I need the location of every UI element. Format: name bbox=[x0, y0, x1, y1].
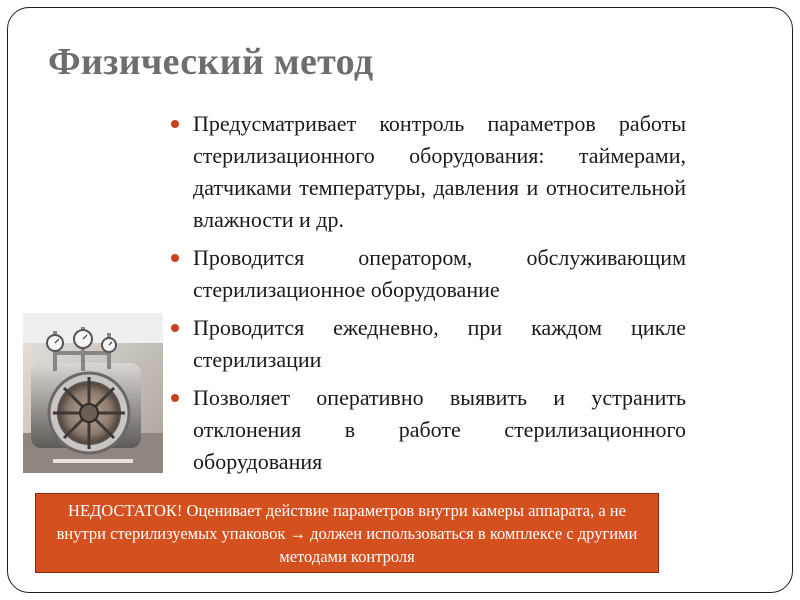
bullet-dot-icon bbox=[171, 324, 179, 332]
slide-title: Физический метод bbox=[48, 41, 374, 83]
bullet-text: Позволяет оперативно выявить и устранить отклонения в работе стерилизационного оборудования bbox=[193, 385, 686, 474]
bullet-text: Проводится оператором, обслуживающим стерилизационное оборудование bbox=[193, 245, 686, 302]
bullet-dot-icon bbox=[171, 394, 179, 402]
bullet-list bbox=[168, 108, 686, 484]
bullet-item bbox=[168, 312, 686, 376]
bullet-item bbox=[168, 382, 686, 478]
bullet-dot-icon bbox=[171, 254, 179, 262]
bullet-item bbox=[168, 108, 686, 236]
bullet-dot-icon bbox=[171, 120, 179, 128]
autoclave-illustration bbox=[23, 313, 163, 473]
bullet-text: Предусматривает контроль параметров работы стерилизационного оборудования: таймерами, датчиками температуры, давления и относительной влажности и др. bbox=[193, 111, 686, 232]
drawback-callout: НЕДОСТАТОК! Оценивает действие параметров внутри камеры аппарата, а не внутри стерилизуемых упаковок → должен использоваться в комплексе с другими методами контроля bbox=[35, 493, 659, 573]
bullet-item bbox=[168, 242, 686, 306]
autoclave-photo bbox=[23, 313, 163, 473]
bullet-text: Проводится ежедневно, при каждом цикле стерилизации bbox=[193, 315, 686, 372]
